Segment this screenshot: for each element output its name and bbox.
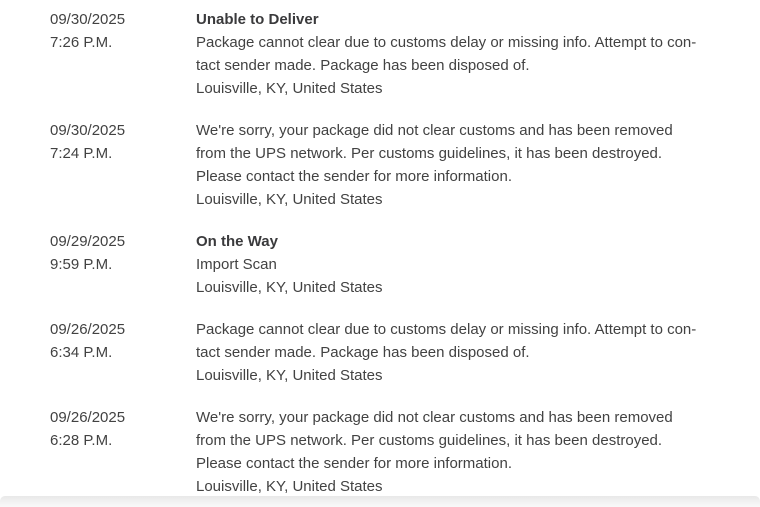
event-location: Louisville, KY, United States bbox=[196, 367, 383, 384]
event-description-line: Please contact the sender for more information. bbox=[196, 168, 512, 185]
event-description-line: from the UPS network. Per customs guidelines, it has been destroyed. bbox=[196, 432, 663, 449]
tracking-event bbox=[50, 119, 760, 211]
event-datetime bbox=[50, 406, 196, 452]
event-datetime bbox=[50, 230, 196, 276]
event-description-line: Package cannot clear due to customs delay or missing info. Attempt to con- bbox=[196, 321, 697, 338]
event-datetime bbox=[50, 318, 196, 364]
next-section-top-edge bbox=[0, 496, 760, 507]
event-details bbox=[196, 230, 720, 299]
event-details bbox=[196, 119, 720, 211]
event-details bbox=[196, 8, 720, 100]
event-time: 7:24 P.M. bbox=[50, 145, 113, 162]
event-date: 09/26/2025 bbox=[50, 321, 126, 338]
event-description-line: Package cannot clear due to customs delay or missing info. Attempt to con- bbox=[196, 34, 697, 51]
event-time: 7:26 P.M. bbox=[50, 34, 113, 51]
event-time: 6:28 P.M. bbox=[50, 432, 113, 449]
event-time: 9:59 P.M. bbox=[50, 256, 113, 273]
event-description-line: Import Scan bbox=[196, 256, 277, 273]
event-location: Louisville, KY, United States bbox=[196, 80, 383, 97]
event-description-line: Please contact the sender for more information. bbox=[196, 455, 512, 472]
event-description-line: tact sender made. Package has been disposed of. bbox=[196, 57, 530, 74]
event-datetime bbox=[50, 119, 196, 165]
event-location: Louisville, KY, United States bbox=[196, 478, 383, 495]
event-datetime bbox=[50, 8, 196, 54]
tracking-event bbox=[50, 8, 760, 100]
event-description-line: We're sorry, your package did not clear customs and has been removed bbox=[196, 409, 673, 426]
event-location: Louisville, KY, United States bbox=[196, 191, 383, 208]
event-description-line: We're sorry, your package did not clear customs and has been removed bbox=[196, 122, 673, 139]
event-date: 09/30/2025 bbox=[50, 11, 126, 28]
event-time: 6:34 P.M. bbox=[50, 344, 113, 361]
event-date: 09/26/2025 bbox=[50, 409, 126, 426]
event-date: 09/29/2025 bbox=[50, 233, 126, 250]
event-location: Louisville, KY, United States bbox=[196, 279, 383, 296]
event-date: 09/30/2025 bbox=[50, 122, 126, 139]
tracking-event bbox=[50, 230, 760, 299]
event-status: Unable to Deliver bbox=[196, 11, 319, 28]
tracking-event bbox=[50, 406, 760, 498]
event-status: On the Way bbox=[196, 233, 278, 250]
event-description-line: tact sender made. Package has been disposed of. bbox=[196, 344, 530, 361]
event-details bbox=[196, 318, 720, 387]
event-description-line: from the UPS network. Per customs guidelines, it has been destroyed. bbox=[196, 145, 663, 162]
event-details bbox=[196, 406, 720, 498]
tracking-event bbox=[50, 318, 760, 387]
